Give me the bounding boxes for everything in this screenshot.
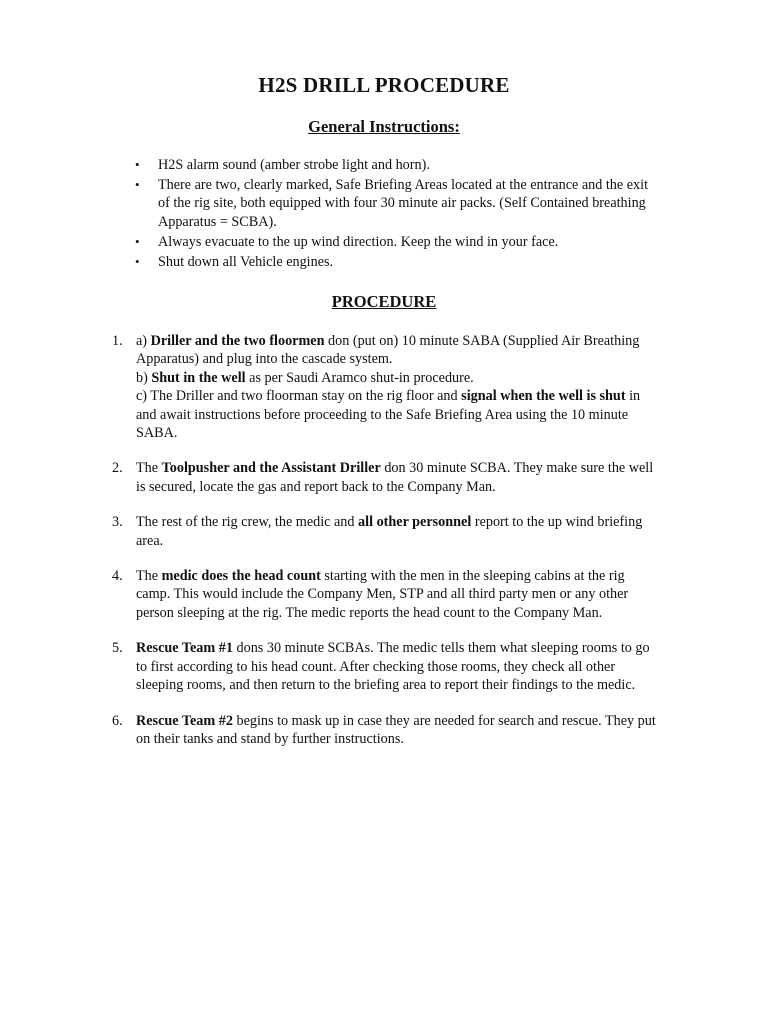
sub-b-prefix: b) (136, 369, 152, 386)
list-item (0, 233, 655, 251)
step-number: 5. (112, 640, 123, 657)
bullet-icon: • (135, 176, 140, 192)
procedure-step (0, 513, 660, 550)
sub-b-bold: Shut in the well (151, 369, 246, 386)
bullet-icon: • (135, 233, 140, 249)
step-number: 2. (112, 460, 123, 477)
sub-c-prefix: c) The Driller and two floorman stay on the rig floor and (136, 388, 462, 405)
list-item (0, 156, 655, 174)
list-item (0, 176, 655, 231)
sub-b-text: as per Saudi Aramco shut-in procedure. (245, 369, 474, 386)
general-instructions-heading: General Instructions: (308, 117, 460, 136)
step-sub-b (136, 369, 660, 387)
step-number: 1. (112, 333, 123, 349)
step-text: don 30 minute SCBA. They make sure the well is secured, locate the gas and report back to the Company Man. (136, 460, 654, 495)
step-prefix: The (136, 460, 162, 477)
procedure-step (0, 639, 660, 694)
step-text: report to the up wind briefing area. (136, 514, 643, 549)
step-text: begins to mask up in case they are needed for search and rescue. They put on their tanks and stand by further instructions. (136, 712, 656, 747)
general-instructions-list (0, 156, 655, 272)
bullet-text: Always evacuate to the up wind direction. Keep the wind in your face. (158, 233, 559, 250)
list-item (0, 253, 655, 271)
procedure-step (0, 712, 660, 749)
step-text: starting with the men in the sleeping cabins at the rig camp. This would include the Company Men, STP and all third party men or any other person sleeping at the rig. The medic reports the head count to the Company Man. (136, 568, 629, 621)
step-sub-c (136, 387, 660, 442)
step-prefix: The (136, 568, 162, 585)
step-text: dons 30 minute SCBAs. The medic tells them what sleeping rooms to go to first according to his head count. After checking those rooms, they check all other sleeping rooms, and then return to the briefing area to report their findings to the medic. (136, 640, 650, 694)
step-prefix: The rest of the rig crew, the medic and (136, 514, 359, 531)
step-bold: Toolpusher and the Assistant Driller (161, 460, 381, 477)
bullet-text: Shut down all Vehicle engines. (158, 253, 334, 270)
procedure-heading: PROCEDURE (331, 292, 437, 311)
step-sub-a (136, 332, 660, 369)
step-bold: Rescue Team #1 (136, 640, 233, 657)
procedure-steps-list (0, 332, 660, 748)
document-title: H2S DRILL PROCEDURE (258, 73, 510, 97)
step-number: 3. (112, 514, 123, 531)
step-number: 4. (112, 568, 123, 585)
step-bold: all other personnel (358, 514, 472, 531)
sub-c-bold: signal when the well is shut (461, 388, 626, 405)
sub-a-text: don (put on) 10 minute SABA (Supplied Air Breathing Apparatus) and plug into the cascade system. (136, 333, 640, 368)
bullet-text: There are two, clearly marked, Safe Briefing Areas located at the entrance and the exit of the rig site, both equipped with four 30 minute air packs. (Self Contained breathing Apparatus = SCBA). (158, 176, 649, 230)
sub-a-bold: Driller and the two floormen (150, 333, 325, 349)
sub-a-prefix: a) (136, 333, 151, 349)
step-bold: medic does the head count (161, 568, 321, 585)
step-number: 6. (112, 712, 123, 729)
procedure-step (0, 332, 660, 442)
bullet-icon: • (135, 157, 140, 172)
procedure-step (0, 567, 660, 622)
sub-c-text: in and await instructions before proceeding to the Safe Briefing Area using the 10 minute SABA. (136, 388, 641, 442)
bullet-icon: • (135, 253, 140, 269)
step-bold: Rescue Team #2 (136, 712, 233, 729)
procedure-step (0, 459, 660, 496)
bullet-text: H2S alarm sound (amber strobe light and horn). (158, 157, 430, 173)
